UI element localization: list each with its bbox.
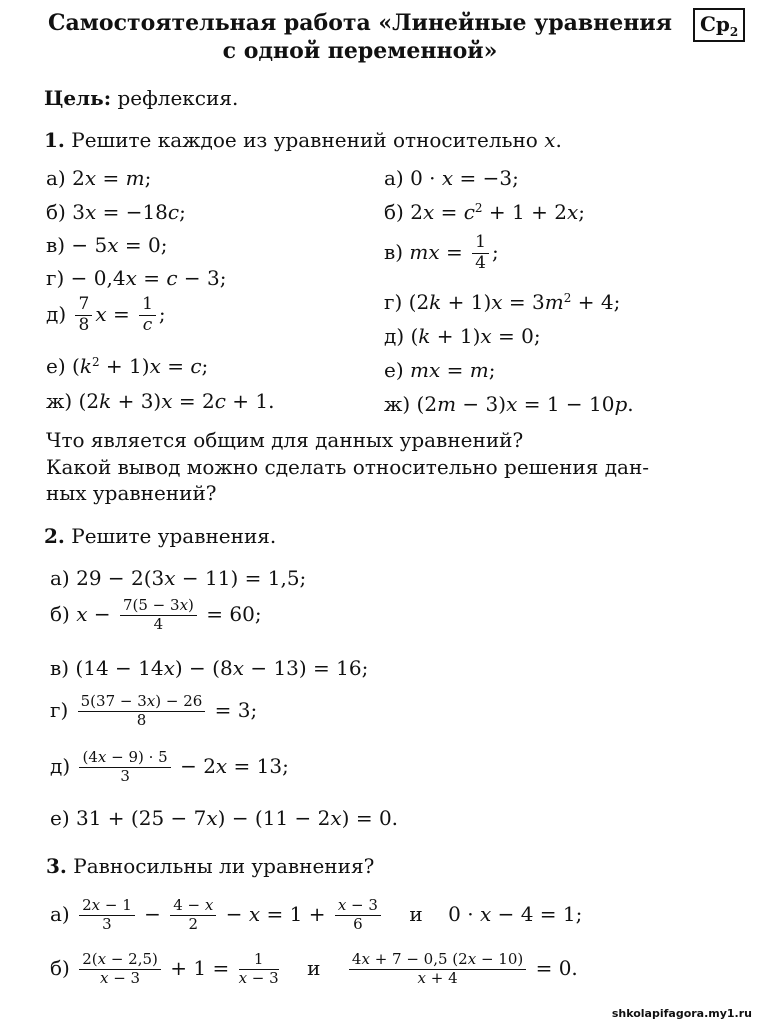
page-title-line1: Самостоятельная работа «Линейные уравнения: [48, 10, 672, 36]
eq1-right-d: г) $(2k + 1)x = 3m^2 + 4$;: [384, 290, 621, 314]
eq1-left-e: д) $\frac{7}{8}$ x = $\frac{1}{c}$ ;: [46, 294, 166, 335]
task3-text: Равносильны ли уравнения?: [73, 854, 375, 878]
eq2-c: в) (14 − 14x) − (8x − 13) = 16;: [50, 656, 369, 680]
task1-text: Решите каждое из уравнений относительно: [71, 128, 538, 152]
goal-line: [44, 86, 238, 110]
badge-subscript: 2: [729, 25, 739, 39]
goal-text: рефлексия.: [117, 86, 239, 110]
eq1-left-b: б) 3x = −18c;: [46, 200, 186, 224]
watermark: shkolapifagora.my1.ru: [611, 1007, 752, 1020]
task1-question1: Что является общим для данных уравнений?: [46, 428, 524, 452]
task3-number: 3.: [46, 854, 67, 878]
eq1-right-a: а) 0 · x = −3;: [384, 166, 519, 190]
work-badge: [693, 8, 745, 42]
eq1-left-f: е) $(k^2 + 1)x = c$;: [46, 354, 209, 378]
eq2-e: д) $\frac{(4x - 9) \cdot 5}{3}$ − 2x = 13;: [50, 748, 289, 785]
eq1-right-c: в) mx = $\frac{1}{4}$ ;: [384, 232, 499, 273]
task1-question2-line2: ных уравнений?: [46, 481, 217, 505]
eq2-d: г) $\frac{5(37 - 3x) - 26}{8}$ = 3;: [50, 692, 258, 729]
eq3-b: б) $\frac{2(x - 2,5)}{x - 3}$ + 1 = $\frac{1}{x - 3}$ и $\frac{4x + 7 - 0,5 (2x - 10)}{x + 4}$ = 0.: [50, 950, 578, 987]
task1-question2-line1: Какой вывод можно сделать относительно решения дан-: [46, 455, 650, 479]
task2-text: Решите уравнения.: [71, 524, 277, 548]
eq1-right-b: б) $2x = c^2 + 1 + 2x$;: [384, 200, 585, 224]
goal-label: Цель:: [44, 86, 112, 110]
eq2-a: а) 29 − 2(3x − 11) = 1,5;: [50, 566, 307, 590]
eq1-left-a: а) 2x = m;: [46, 166, 152, 190]
eq2-f: е) 31 + (25 − 7x) − (11 − 2x) = 0.: [50, 806, 399, 830]
eq1-right-g: ж) (2m − 3)x = 1 − 10p.: [384, 392, 634, 416]
badge-text: Ср: [700, 12, 730, 36]
eq2-b: б) x − $\frac{7(5 - 3x)}{4}$ = 60;: [50, 596, 262, 633]
task1-number: 1.: [44, 128, 65, 152]
eq1-left-c: в) − 5x = 0;: [46, 233, 168, 257]
eq1-left-g: ж) (2k + 3)x = 2c + 1.: [46, 389, 275, 413]
eq1-right-e: д) (k + 1)x = 0;: [384, 324, 541, 348]
task3-heading: [46, 854, 374, 878]
page-title-line2: с одной переменной»: [222, 38, 498, 64]
eq3-a: а) $\frac{2x - 1}{3}$ − $\frac{4 - x}{2}$ − x = 1 + $\frac{x - 3}{6}$ и 0 · x − 4 = 1;: [50, 896, 583, 933]
task1-heading: 1. Решите каждое из уравнений относительно x.: [44, 128, 562, 152]
eq1-right-f: е) mx = m;: [384, 358, 496, 382]
task2-heading: [44, 524, 276, 548]
eq1-left-d: г) − 0,4x = c − 3;: [46, 266, 227, 290]
task2-number: 2.: [44, 524, 65, 548]
task1-var: x: [544, 128, 556, 152]
